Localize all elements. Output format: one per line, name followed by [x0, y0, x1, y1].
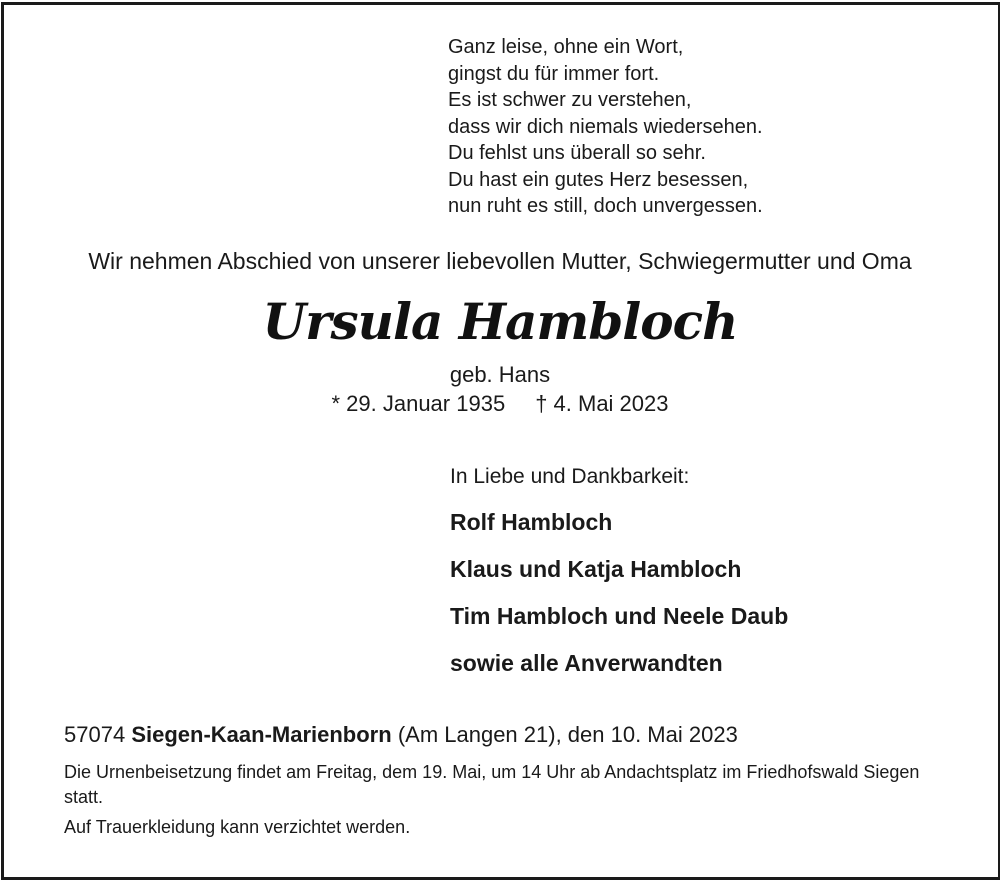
poem: [448, 34, 763, 220]
poem-line: Du fehlst uns überall so sehr.: [448, 142, 706, 164]
address-postcode: 57074: [64, 722, 126, 747]
thanks-line: In Liebe und Dankbarkeit:: [450, 465, 690, 488]
intro-text: Wir nehmen Abschied von unserer liebevollen Mutter, Schwiegermutter und Oma: [88, 248, 912, 274]
poem-line: dass wir dich niemals wiedersehen.: [448, 115, 763, 138]
birth-date: * 29. Januar 1935: [331, 391, 506, 416]
mourner-name: sowie alle Anverwandten: [450, 650, 723, 676]
mourner-name: Klaus und Katja Hambloch: [450, 556, 742, 582]
address-rest: (Am Langen 21), den 10. Mai 2023: [397, 722, 738, 747]
mourners-list: [450, 506, 788, 694]
funeral-notice: Die Urnenbeisetzung findet am Freitag, dem 19. Mai, um 14 Uhr ab Andachtsplatz im Friedhofswald Siegen statt.: [64, 762, 920, 807]
birth-name: geb. Hans: [449, 362, 551, 387]
poem-line: gingst du für immer fort.: [448, 62, 660, 85]
mourning-dress-notice: Auf Trauerkleidung kann verzichtet werden.: [64, 817, 411, 837]
poem-line: Es ist schwer zu verstehen,: [448, 89, 692, 111]
poem-line: Du hast ein gutes Herz besessen,: [448, 168, 749, 191]
poem-line: Ganz leise, ohne ein Wort,: [448, 36, 684, 58]
deceased-name: Ursula Hambloch: [262, 292, 738, 351]
address-line: [64, 722, 738, 748]
death-date: † 4. Mai 2023: [535, 391, 669, 416]
address-city: Siegen-Kaan-Marienborn: [131, 722, 392, 747]
mourner-name: Rolf Hambloch: [450, 509, 613, 535]
mourner-name: Tim Hambloch und Neele Daub: [450, 603, 789, 629]
life-dates: [0, 391, 1000, 417]
poem-line: nun ruht es still, doch unvergessen.: [448, 195, 763, 217]
